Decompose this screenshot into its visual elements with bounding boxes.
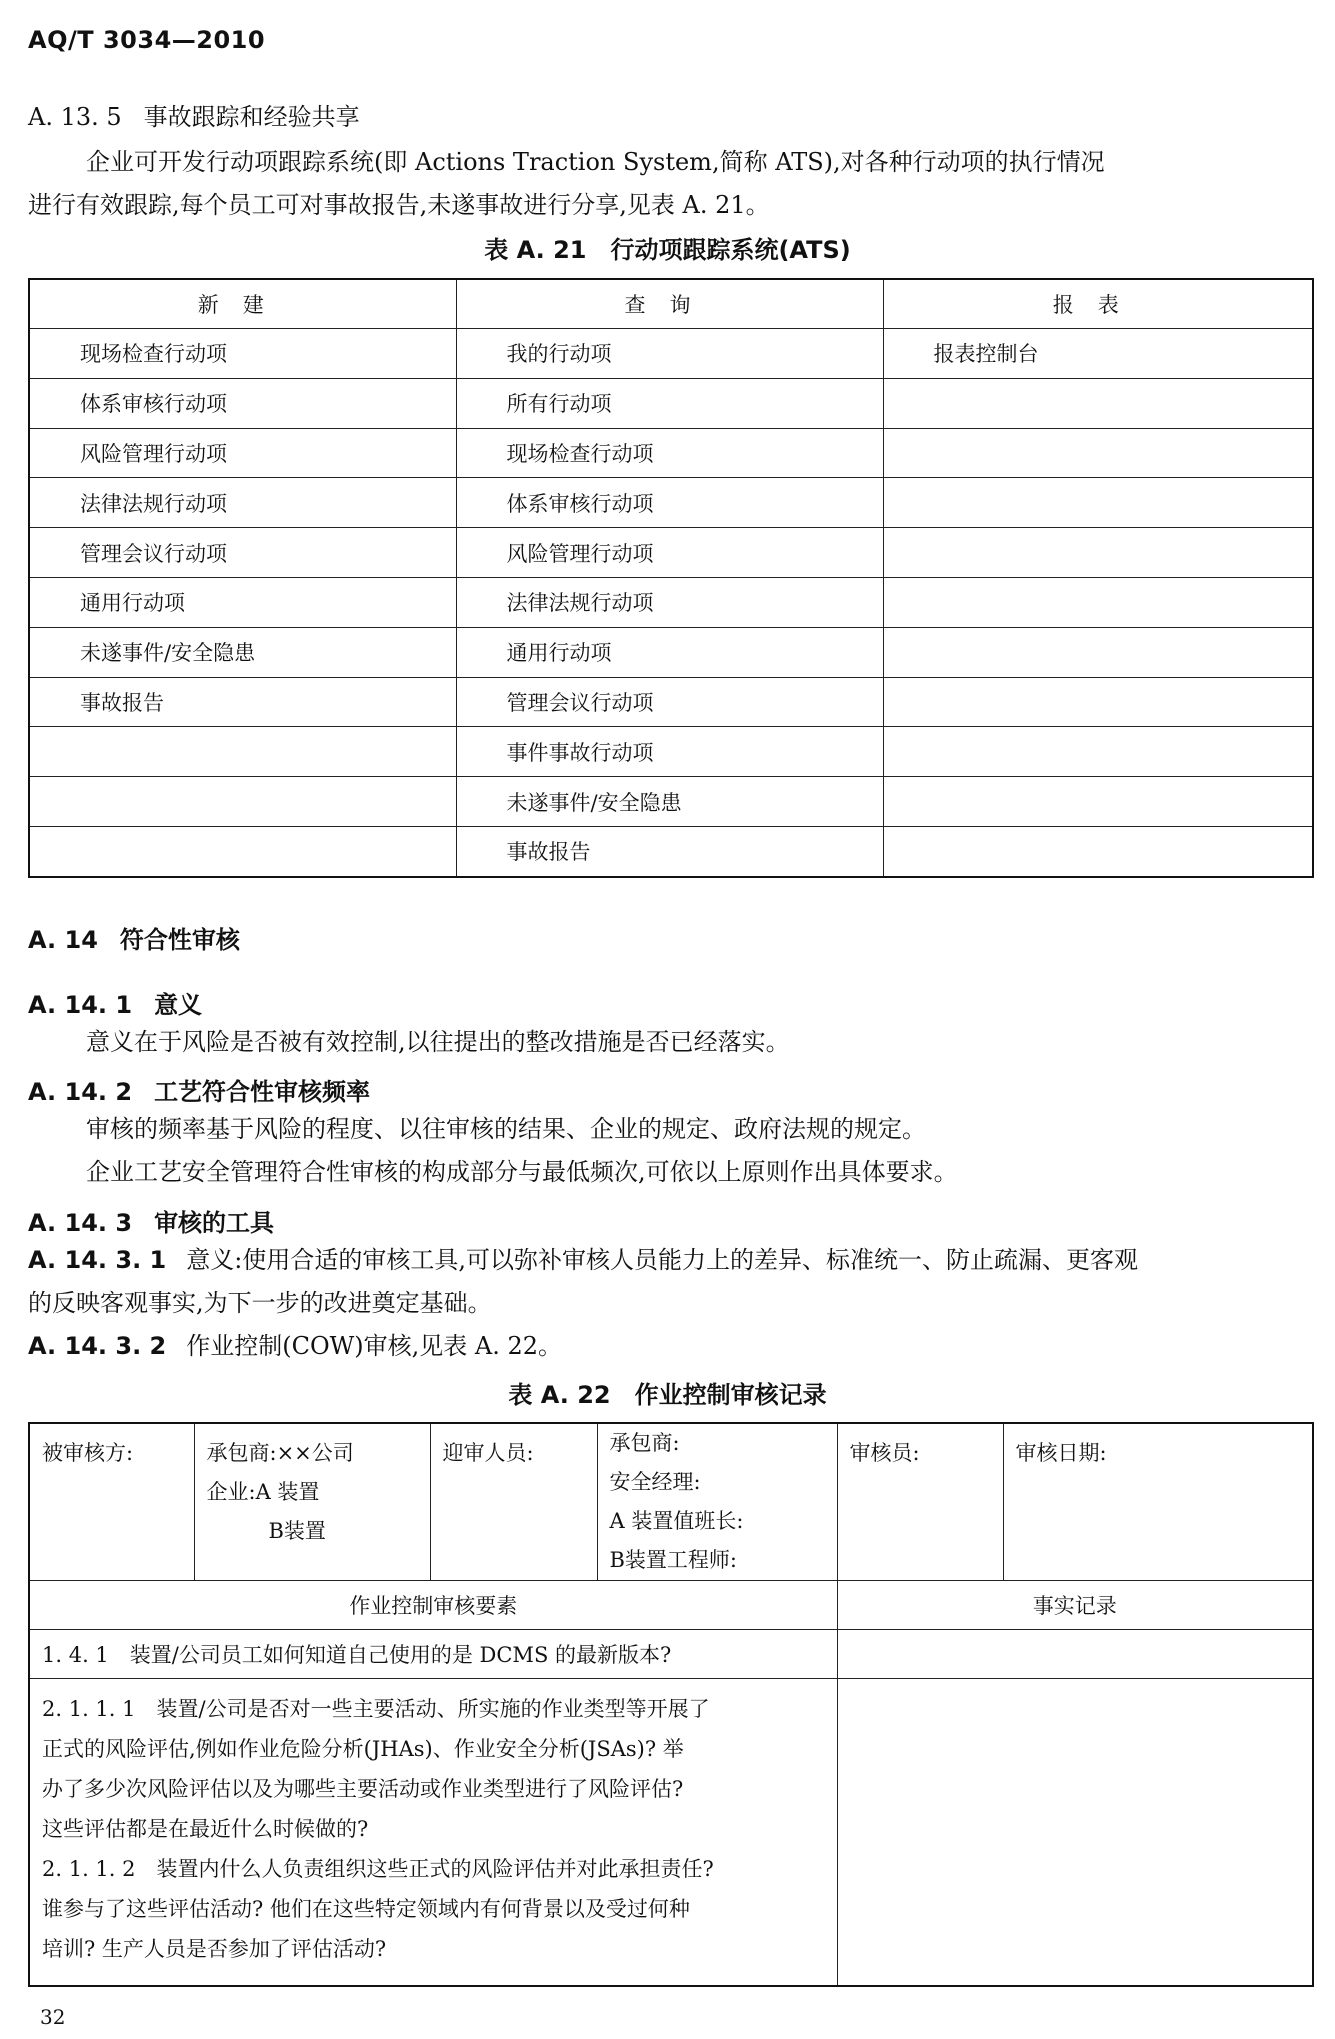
cell-query: 体系审核行动项 [456,478,883,528]
elements-header-row [29,1581,1313,1630]
reception-detail-cell [597,1423,837,1581]
table-a22-caption: 表 A. 22 作业控制审核记录 [508,1381,827,1409]
question-line: 2. 1. 1. 2 装置内什么人负责组织这些正式的风险评估并对此承担责任? [42,1857,714,1881]
table-row [29,329,1313,379]
paragraph-line: 企业工艺安全管理符合性审核的构成部分与最低频次,可依以上原则作出具体要求。 [86,1158,958,1186]
fact-record-cell [837,1630,1313,1679]
table-row [29,826,1313,876]
cell-new [29,777,456,827]
section-number: A. 14. 3. 2 [28,1332,167,1360]
table-a22 [28,1422,1314,1987]
table-row [29,428,1313,478]
question-line: 这些评估都是在最近什么时候做的? [42,1817,369,1841]
auditee-line: 承包商:××公司 [206,1441,354,1465]
section-number: A. 14. 3 [28,1209,133,1237]
cell-query: 现场检查行动项 [456,428,883,478]
reception-line: A 装置值班长: [609,1509,744,1533]
cell-new: 事故报告 [29,677,456,727]
paragraph-line: 企业可开发行动项跟踪系统(即 Actions Traction System,简称 ATS),对各种行动项的执行情况 [86,148,1105,176]
paragraph-line: 的反映客观事实,为下一步的改进奠定基础。 [28,1289,492,1317]
paragraph-line: 意义在于风险是否被有效控制,以往提出的整改措施是否已经落实。 [86,1028,790,1056]
cell-query: 法律法规行动项 [456,577,883,627]
section-title: 事故跟踪和经验共享 [143,103,360,131]
auditee-detail-cell [194,1423,430,1581]
section-a14-3-1-line [28,1240,1138,1281]
section-number: A. 14. 3. 1 [28,1246,167,1274]
section-a13-5-heading [28,97,360,138]
section-title: 工艺符合性审核频率 [154,1078,371,1106]
question-row [29,1679,1313,1987]
cell-new: 未遂事件/安全隐患 [29,627,456,677]
paragraph-line: 审核的频率基于风险的程度、以往审核的结果、企业的规定、政府法规的规定。 [86,1115,926,1143]
table-row [29,478,1313,528]
cell-report [883,528,1313,578]
cell-new: 现场检查行动项 [29,329,456,379]
table-a21 [28,278,1314,878]
cell-report: 报表控制台 [883,329,1313,379]
audit-date-label: 审核日期: [1003,1423,1313,1581]
section-number: A. 14. 1 [28,991,133,1019]
table-row [29,677,1313,727]
cell-query: 通用行动项 [456,627,883,677]
facts-header: 事实记录 [837,1581,1313,1630]
cell-new [29,826,456,876]
cell-query: 所有行动项 [456,378,883,428]
cell-new: 通用行动项 [29,577,456,627]
page-number: 32 [40,2005,66,2029]
reception-line: 承包商: [609,1431,680,1455]
question-line: 培训? 生产人员是否参加了评估活动? [42,1937,387,1961]
cell-report [883,378,1313,428]
section-a14-3-heading [28,1203,274,1238]
elements-header: 作业控制审核要素 [29,1581,837,1630]
cell-report [883,727,1313,777]
table-body [29,279,1313,877]
cell-report [883,478,1313,528]
section-title: 意义 [154,991,203,1019]
cell-query: 事件事故行动项 [456,727,883,777]
auditee-label: 被审核方: [29,1423,194,1581]
question-text: 1. 4. 1 装置/公司员工如何知道自己使用的是 DCMS 的最新版本? [29,1630,837,1679]
question-line: 正式的风险评估,例如作业危险分析(JHAs)、作业安全分析(JSAs)? 举 [42,1737,684,1761]
cell-query: 风险管理行动项 [456,528,883,578]
audit-info-row [29,1423,1313,1581]
question-line: 2. 1. 1. 1 装置/公司是否对一些主要活动、所实施的作业类型等开展了 [42,1697,710,1721]
header-cell-report: 报表 [883,279,1313,329]
header-cell-new: 新建 [29,279,456,329]
cell-report [883,428,1313,478]
auditee-line: B装置 [268,1519,326,1543]
cell-report [883,577,1313,627]
table-row [29,577,1313,627]
paragraph-text: 作业控制(COW)审核,见表 A. 22。 [186,1332,563,1360]
auditee-line: 企业:A 装置 [206,1480,320,1504]
section-title: 符合性审核 [119,926,240,954]
section-a14-1-heading [28,985,202,1020]
table-row [29,727,1313,777]
reception-line: B装置工程师: [609,1548,738,1572]
cell-new: 法律法规行动项 [29,478,456,528]
question-line: 办了多少次风险评估以及为哪些主要活动或作业类型进行了风险评估? [42,1777,684,1801]
paragraph-text: 意义:使用合适的审核工具,可以弥补审核人员能力上的差异、标准统一、防止疏漏、更客观 [186,1246,1138,1274]
question-text-block [29,1679,837,1987]
question-line: 谁参与了这些评估活动? 他们在这些特定领域内有何背景以及受过何种 [42,1897,690,1921]
cell-new: 体系审核行动项 [29,378,456,428]
cell-query: 未遂事件/安全隐患 [456,777,883,827]
cell-report [883,777,1313,827]
cell-report [883,627,1313,677]
question-row [29,1630,1313,1679]
standard-code-header: AQ/T 3034—2010 [28,26,266,54]
cell-query: 事故报告 [456,826,883,876]
table-row [29,627,1313,677]
cell-new: 风险管理行动项 [29,428,456,478]
section-number: A. 14 [28,926,98,954]
reception-label: 迎审人员: [430,1423,597,1581]
cell-new: 管理会议行动项 [29,528,456,578]
cell-report [883,826,1313,876]
cell-new [29,727,456,777]
table-header-row [29,279,1313,329]
section-number: A. 14. 2 [28,1078,133,1106]
header-cell-query: 查询 [456,279,883,329]
section-a14-2-heading [28,1072,370,1107]
section-a14-3-2-line [28,1326,562,1367]
table-a21-caption: 表 A. 21 行动项跟踪系统(ATS) [484,236,851,264]
fact-record-cell [837,1679,1313,1987]
section-number: A. 13. 5 [28,103,122,131]
cell-query: 管理会议行动项 [456,677,883,727]
auditor-label: 审核员: [837,1423,1003,1581]
cell-query: 我的行动项 [456,329,883,379]
table-row [29,378,1313,428]
section-a14-heading [28,920,240,955]
table-row [29,528,1313,578]
section-title: 审核的工具 [154,1209,275,1237]
reception-line: 安全经理: [609,1470,701,1494]
paragraph-line: 进行有效跟踪,每个员工可对事故报告,未遂事故进行分享,见表 A. 21。 [28,191,770,219]
table-row [29,777,1313,827]
cell-report [883,677,1313,727]
